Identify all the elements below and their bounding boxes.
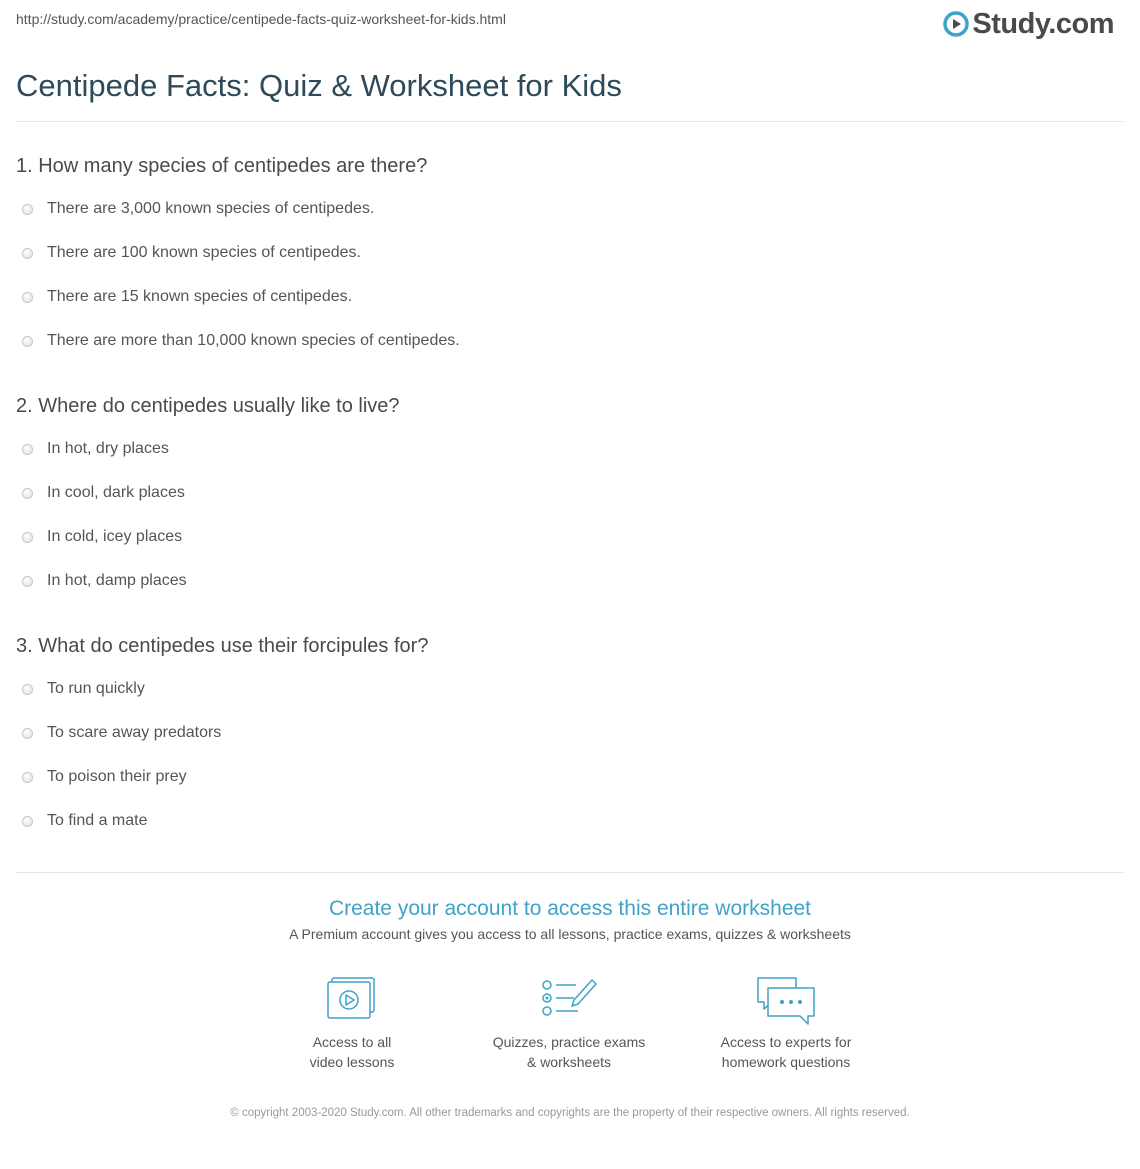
radio-button[interactable]: [22, 728, 33, 739]
radio-button[interactable]: [22, 816, 33, 827]
feature-video-lessons: [252, 976, 452, 1072]
question-1-option-3[interactable]: [22, 288, 352, 306]
question-3: 3. What do centipedes use their forcipules for?: [16, 635, 429, 657]
video-lessons-icon: [326, 976, 378, 1022]
question-1-option-1[interactable]: [22, 200, 374, 218]
option-label: To run quickly: [47, 680, 145, 697]
question-2: 2. Where do centipedes usually like to live?: [16, 395, 400, 417]
question-3-option-4[interactable]: [22, 812, 148, 830]
quiz-checklist-icon: [540, 976, 598, 1022]
feature-label-line2: video lessons: [309, 1054, 395, 1070]
question-1-option-2[interactable]: [22, 244, 361, 262]
option-label: There are 100 known species of centipedes.: [47, 244, 361, 261]
cta-heading-link[interactable]: Create your account to access this entire worksheet: [328, 897, 812, 920]
question-1: 1. How many species of centipedes are there?: [16, 155, 428, 177]
option-label: In cold, icey places: [47, 528, 183, 545]
chat-bubbles-icon: [754, 976, 818, 1026]
radio-button[interactable]: [22, 444, 33, 455]
radio-button[interactable]: [22, 292, 33, 303]
option-label: To find a mate: [47, 812, 148, 829]
logo-text: Study.com: [972, 7, 1114, 40]
title-divider: [16, 121, 1124, 122]
play-circle-icon: [943, 11, 969, 37]
radio-button[interactable]: [22, 532, 33, 543]
radio-button[interactable]: [22, 488, 33, 499]
option-label: In hot, dry places: [47, 440, 169, 457]
feature-label-line2: homework questions: [721, 1054, 851, 1070]
question-2-option-2[interactable]: [22, 484, 185, 502]
question-3-option-1[interactable]: [22, 680, 145, 698]
feature-quizzes: [469, 976, 669, 1072]
question-1-option-4[interactable]: [22, 332, 460, 350]
question-2-option-1[interactable]: [22, 440, 169, 458]
feature-label-line1: Access to all: [312, 1034, 392, 1050]
option-label: There are more than 10,000 known species of centipedes.: [47, 332, 460, 349]
radio-button[interactable]: [22, 684, 33, 695]
radio-button[interactable]: [22, 772, 33, 783]
question-2-option-3[interactable]: [22, 528, 182, 546]
section-divider: [16, 872, 1124, 873]
feature-experts: [686, 976, 886, 1072]
question-2-option-4[interactable]: [22, 572, 187, 590]
option-label: To poison their prey: [47, 768, 187, 785]
feature-label-line1: Quizzes, practice exams: [492, 1034, 646, 1050]
feature-label-line2: & worksheets: [526, 1054, 612, 1070]
option-label: In hot, damp places: [47, 572, 187, 589]
radio-button[interactable]: [22, 248, 33, 259]
cta-subheading: A Premium account gives you access to all lessons, practice exams, quizzes & worksheets: [289, 926, 851, 942]
page-title: Centipede Facts: Quiz & Worksheet for Kids: [16, 68, 622, 103]
radio-button[interactable]: [22, 204, 33, 215]
option-label: There are 3,000 known species of centipedes.: [47, 200, 375, 217]
option-label: In cool, dark places: [47, 484, 185, 501]
question-3-option-3[interactable]: [22, 768, 187, 786]
question-3-option-2[interactable]: [22, 724, 221, 742]
page-url: http://study.com/academy/practice/centipede-facts-quiz-worksheet-for-kids.html: [16, 11, 506, 27]
radio-button[interactable]: [22, 336, 33, 347]
feature-label-line1: Access to experts for: [720, 1034, 852, 1050]
option-label: To scare away predators: [47, 724, 222, 741]
option-label: There are 15 known species of centipedes.: [47, 288, 353, 305]
copyright-footer: © copyright 2003-2020 Study.com. All other trademarks and copyrights are the property of their respective owners. All rights reserved.: [230, 1107, 910, 1119]
radio-button[interactable]: [22, 576, 33, 587]
study-logo[interactable]: [943, 6, 1114, 42]
